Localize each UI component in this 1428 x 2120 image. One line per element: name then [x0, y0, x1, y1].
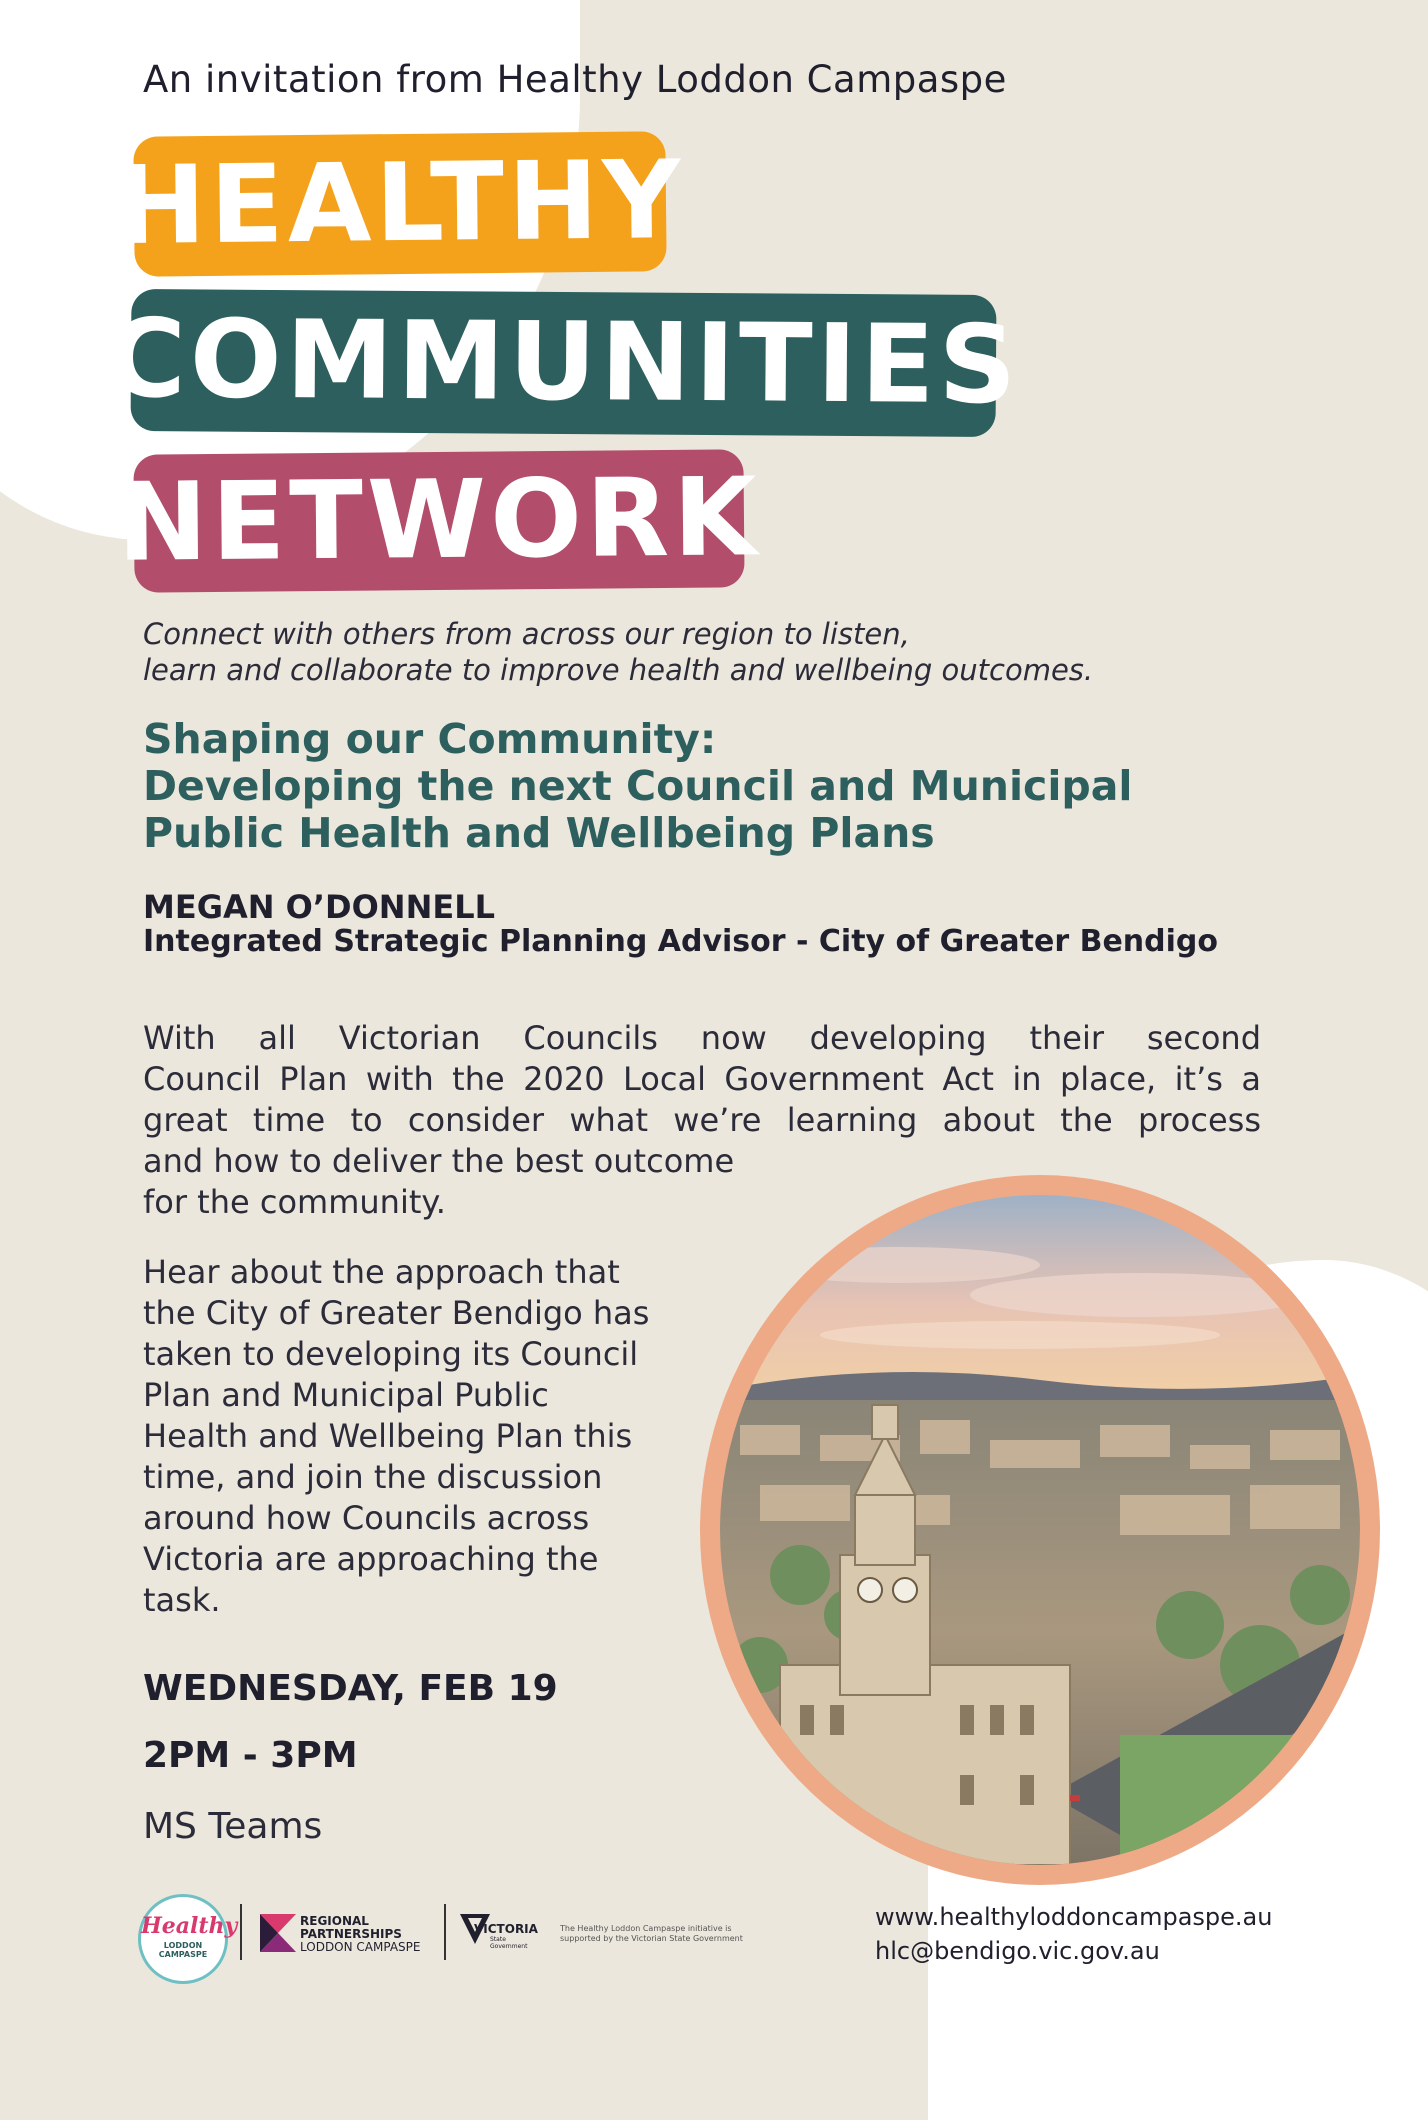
event-title: [143, 716, 1132, 857]
contact-details: [875, 1900, 1272, 1968]
city-aerial-illustration: [720, 1195, 1360, 1865]
paragraph-line: and how to deliver the best outcome: [143, 1142, 735, 1180]
title-communities: COMMUNITIES: [131, 289, 997, 437]
speaker-role: Integrated Strategic Planning Advisor - City of Greater Bendigo: [143, 924, 1219, 959]
paragraph-line: around how Councils across: [143, 1499, 590, 1537]
logo-sub-line: LODDON: [163, 1941, 203, 1950]
victoria-word: VICTORIA: [474, 1922, 538, 1936]
paragraph-line: time, and join the discussion: [143, 1458, 603, 1496]
paragraph-line: the City of Greater Bendigo has: [143, 1294, 650, 1332]
email-link[interactable]: hlc@bendigo.vic.gov.au: [875, 1937, 1160, 1965]
victoria-state-government-logo: [460, 1914, 538, 1954]
event-venue: MS Teams: [143, 1806, 323, 1847]
paragraph-line: Council Plan with the 2020 Local Government Act in place, it’s a: [143, 1060, 1261, 1098]
paragraph-line: Health and Wellbeing Plan this: [143, 1417, 633, 1455]
partner-logos: [130, 1888, 780, 1978]
event-date: WEDNESDAY, FEB 19: [143, 1668, 558, 1709]
vic-sub-line: State: [490, 1936, 506, 1943]
title-network: NETWORK: [133, 449, 744, 592]
event-title-line: Developing the next Council and Municipal: [143, 762, 1133, 810]
tagline-line: Connect with others from across our region to listen,: [143, 617, 910, 651]
regional-partnerships-logo-mark: [260, 1914, 296, 1952]
logo-sub-text: [141, 1941, 225, 1959]
tagline-line: learn and collaborate to improve health and wellbeing outcomes.: [143, 653, 1094, 687]
bendigo-town-hall-photo: [720, 1195, 1360, 1865]
rp-line: LODDON CAMPASPE: [300, 1940, 421, 1954]
event-title-line: Shaping our Community:: [143, 715, 717, 763]
logo-divider: [240, 1904, 242, 1960]
support-note: The Healthy Loddon Campaspe initiative is supported by the Victorian State Government: [560, 1924, 743, 1943]
victoria-sub: [490, 1936, 527, 1950]
rp-line: REGIONAL: [300, 1914, 369, 1928]
title-healthy: HEALTHY: [133, 131, 666, 277]
paragraph-line: With all Victorian Councils now developing their second: [143, 1019, 1261, 1057]
paragraph-line: great time to consider what we’re learning about the process: [143, 1101, 1261, 1139]
regional-partnerships-logo-text: [300, 1915, 420, 1954]
paragraph-line: Plan and Municipal Public: [143, 1376, 549, 1414]
paragraph-line: Hear about the approach that: [143, 1253, 620, 1291]
tagline: [143, 616, 1093, 688]
healthy-loddon-campaspe-logo: [138, 1894, 238, 1984]
invitation-line: An invitation from Healthy Loddon Campaspe: [143, 58, 1007, 101]
event-time: 2PM - 3PM: [143, 1735, 358, 1776]
paragraph-line: Victoria are approaching the: [143, 1540, 599, 1578]
logo-script-text: Healthy: [141, 1913, 238, 1939]
rp-line: PARTNERSHIPS: [300, 1927, 402, 1941]
paragraph-line: taken to developing its Council: [143, 1335, 639, 1373]
logo-divider: [444, 1904, 446, 1960]
paragraph-line: task.: [143, 1581, 221, 1619]
speaker-name: MEGAN O’DONNELL: [143, 888, 495, 926]
event-title-line: Public Health and Wellbeing Plans: [143, 809, 935, 857]
website-link[interactable]: www.healthyloddoncampaspe.au: [875, 1903, 1273, 1931]
vic-sub-line: Government: [490, 1943, 528, 1950]
paragraph-line: for the community.: [143, 1183, 446, 1221]
logo-sub-line: CAMPASPE: [158, 1950, 208, 1959]
details-paragraph: [143, 1252, 703, 1621]
